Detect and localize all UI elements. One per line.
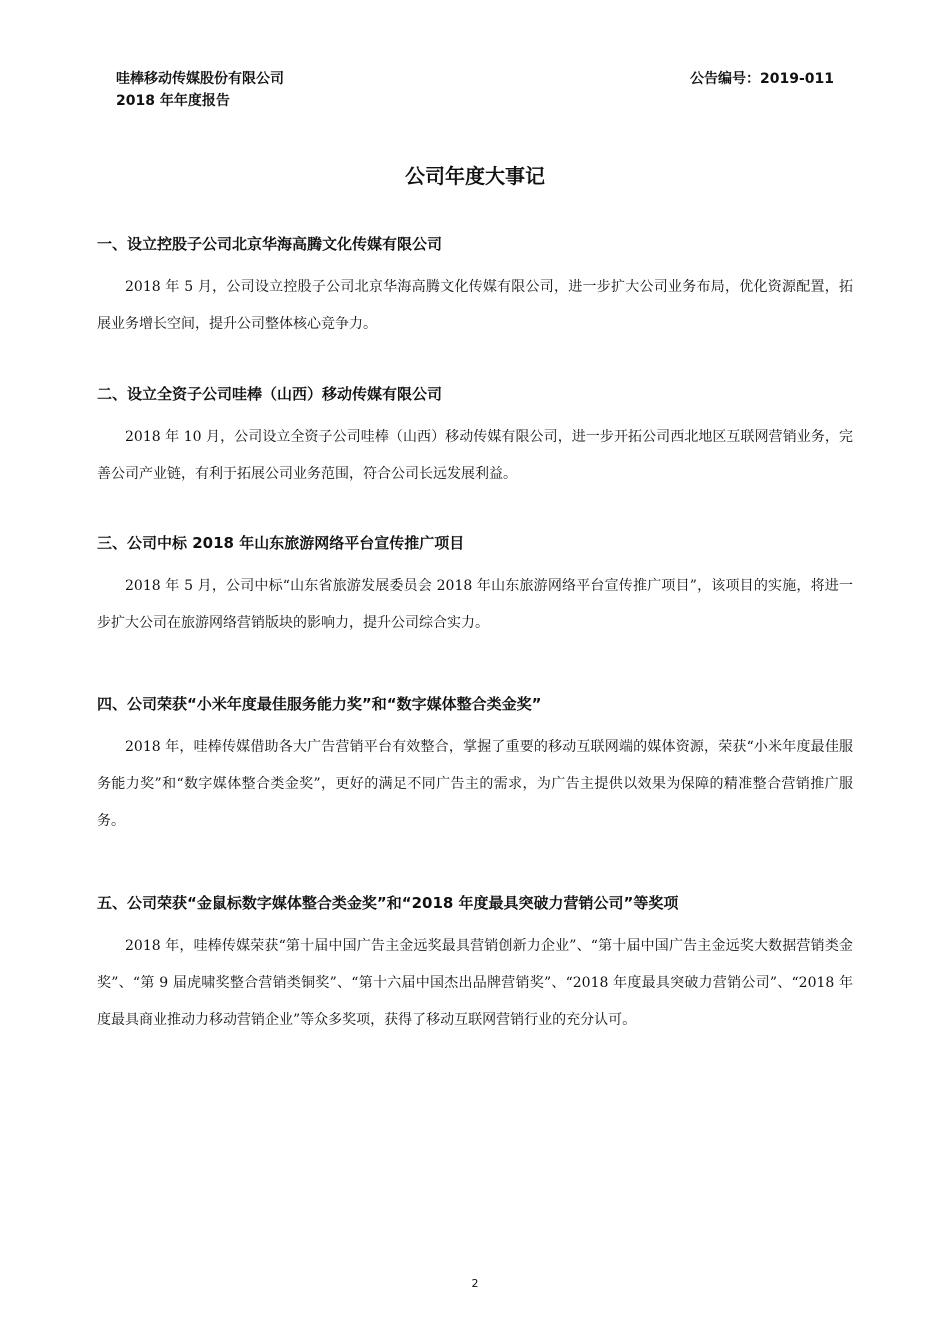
section-2 — [97, 383, 853, 493]
section-3 — [97, 532, 853, 642]
section-1 — [97, 233, 853, 343]
section-heading: 一、设立控股子公司北京华海高腾文化传媒有限公司 — [97, 235, 443, 253]
section-body: 2018 年，哇棒传媒荣获“第十届中国广告主金远奖最具营销创新力企业”、“第十届中国广告主金远奖大数据营销类金奖”、“第 9 届虎啸奖整合营销类铜奖”、“第十六届中国杰出品牌营销奖”、“2018 年度最具突破力营销公司”、“2018 年度最具商业推动力移动营销企业”等众多奖项，获得了移动互联网营销行业的充分认可。 — [97, 938, 853, 1028]
section-heading: 二、设立全资子公司哇棒（山西）移动传媒有限公司 — [97, 385, 443, 403]
section-heading: 三、公司中标 2018 年山东旅游网络平台宣传推广项目 — [97, 534, 465, 552]
page-title: 公司年度大事记 — [405, 164, 545, 188]
section-heading: 四、公司荣获“小米年度最佳服务能力奖”和“数字媒体整合类金奖” — [97, 695, 542, 713]
section-body: 2018 年 10 月，公司设立全资子公司哇棒（山西）移动传媒有限公司，进一步开拓公司西北地区互联网营销业务，完善公司产业链，有利于拓展公司业务范围，符合公司长远发展利益。 — [97, 429, 853, 482]
company-name: 哇棒移动传媒股份有限公司 — [116, 71, 284, 87]
section-body: 2018 年 5 月，公司中标“山东省旅游发展委员会 2018 年山东旅游网络平台宣传推广项目”，该项目的实施，将进一步扩大公司在旅游网络营销版块的影响力，提升公司综合实力。 — [97, 578, 853, 631]
report-name: 2018 年年度报告 — [116, 93, 230, 109]
section-body: 2018 年 5 月，公司设立控股子公司北京华海高腾文化传媒有限公司，进一步扩大公司业务布局，优化资源配置，拓展业务增长空间，提升公司整体核心竞争力。 — [97, 279, 853, 332]
notice-number: 公告编号：2019-011 — [690, 71, 834, 87]
section-body: 2018 年，哇棒传媒借助各大广告营销平台有效整合，掌握了重要的移动互联网端的媒体资源，荣获“小米年度最佳服务能力奖”和“数字媒体整合类金奖”，更好的满足不同广告主的需求，为广告主提供以效果为保障的精准整合营销推广服务。 — [97, 739, 853, 829]
page-header-left — [116, 68, 284, 112]
section-4 — [97, 693, 853, 840]
page-number: 2 — [471, 1277, 479, 1290]
section-5 — [97, 892, 853, 1039]
section-heading: 五、公司荣获“金鼠标数字媒体整合类金奖”和“2018 年度最具突破力营销公司”等奖项 — [97, 894, 679, 912]
